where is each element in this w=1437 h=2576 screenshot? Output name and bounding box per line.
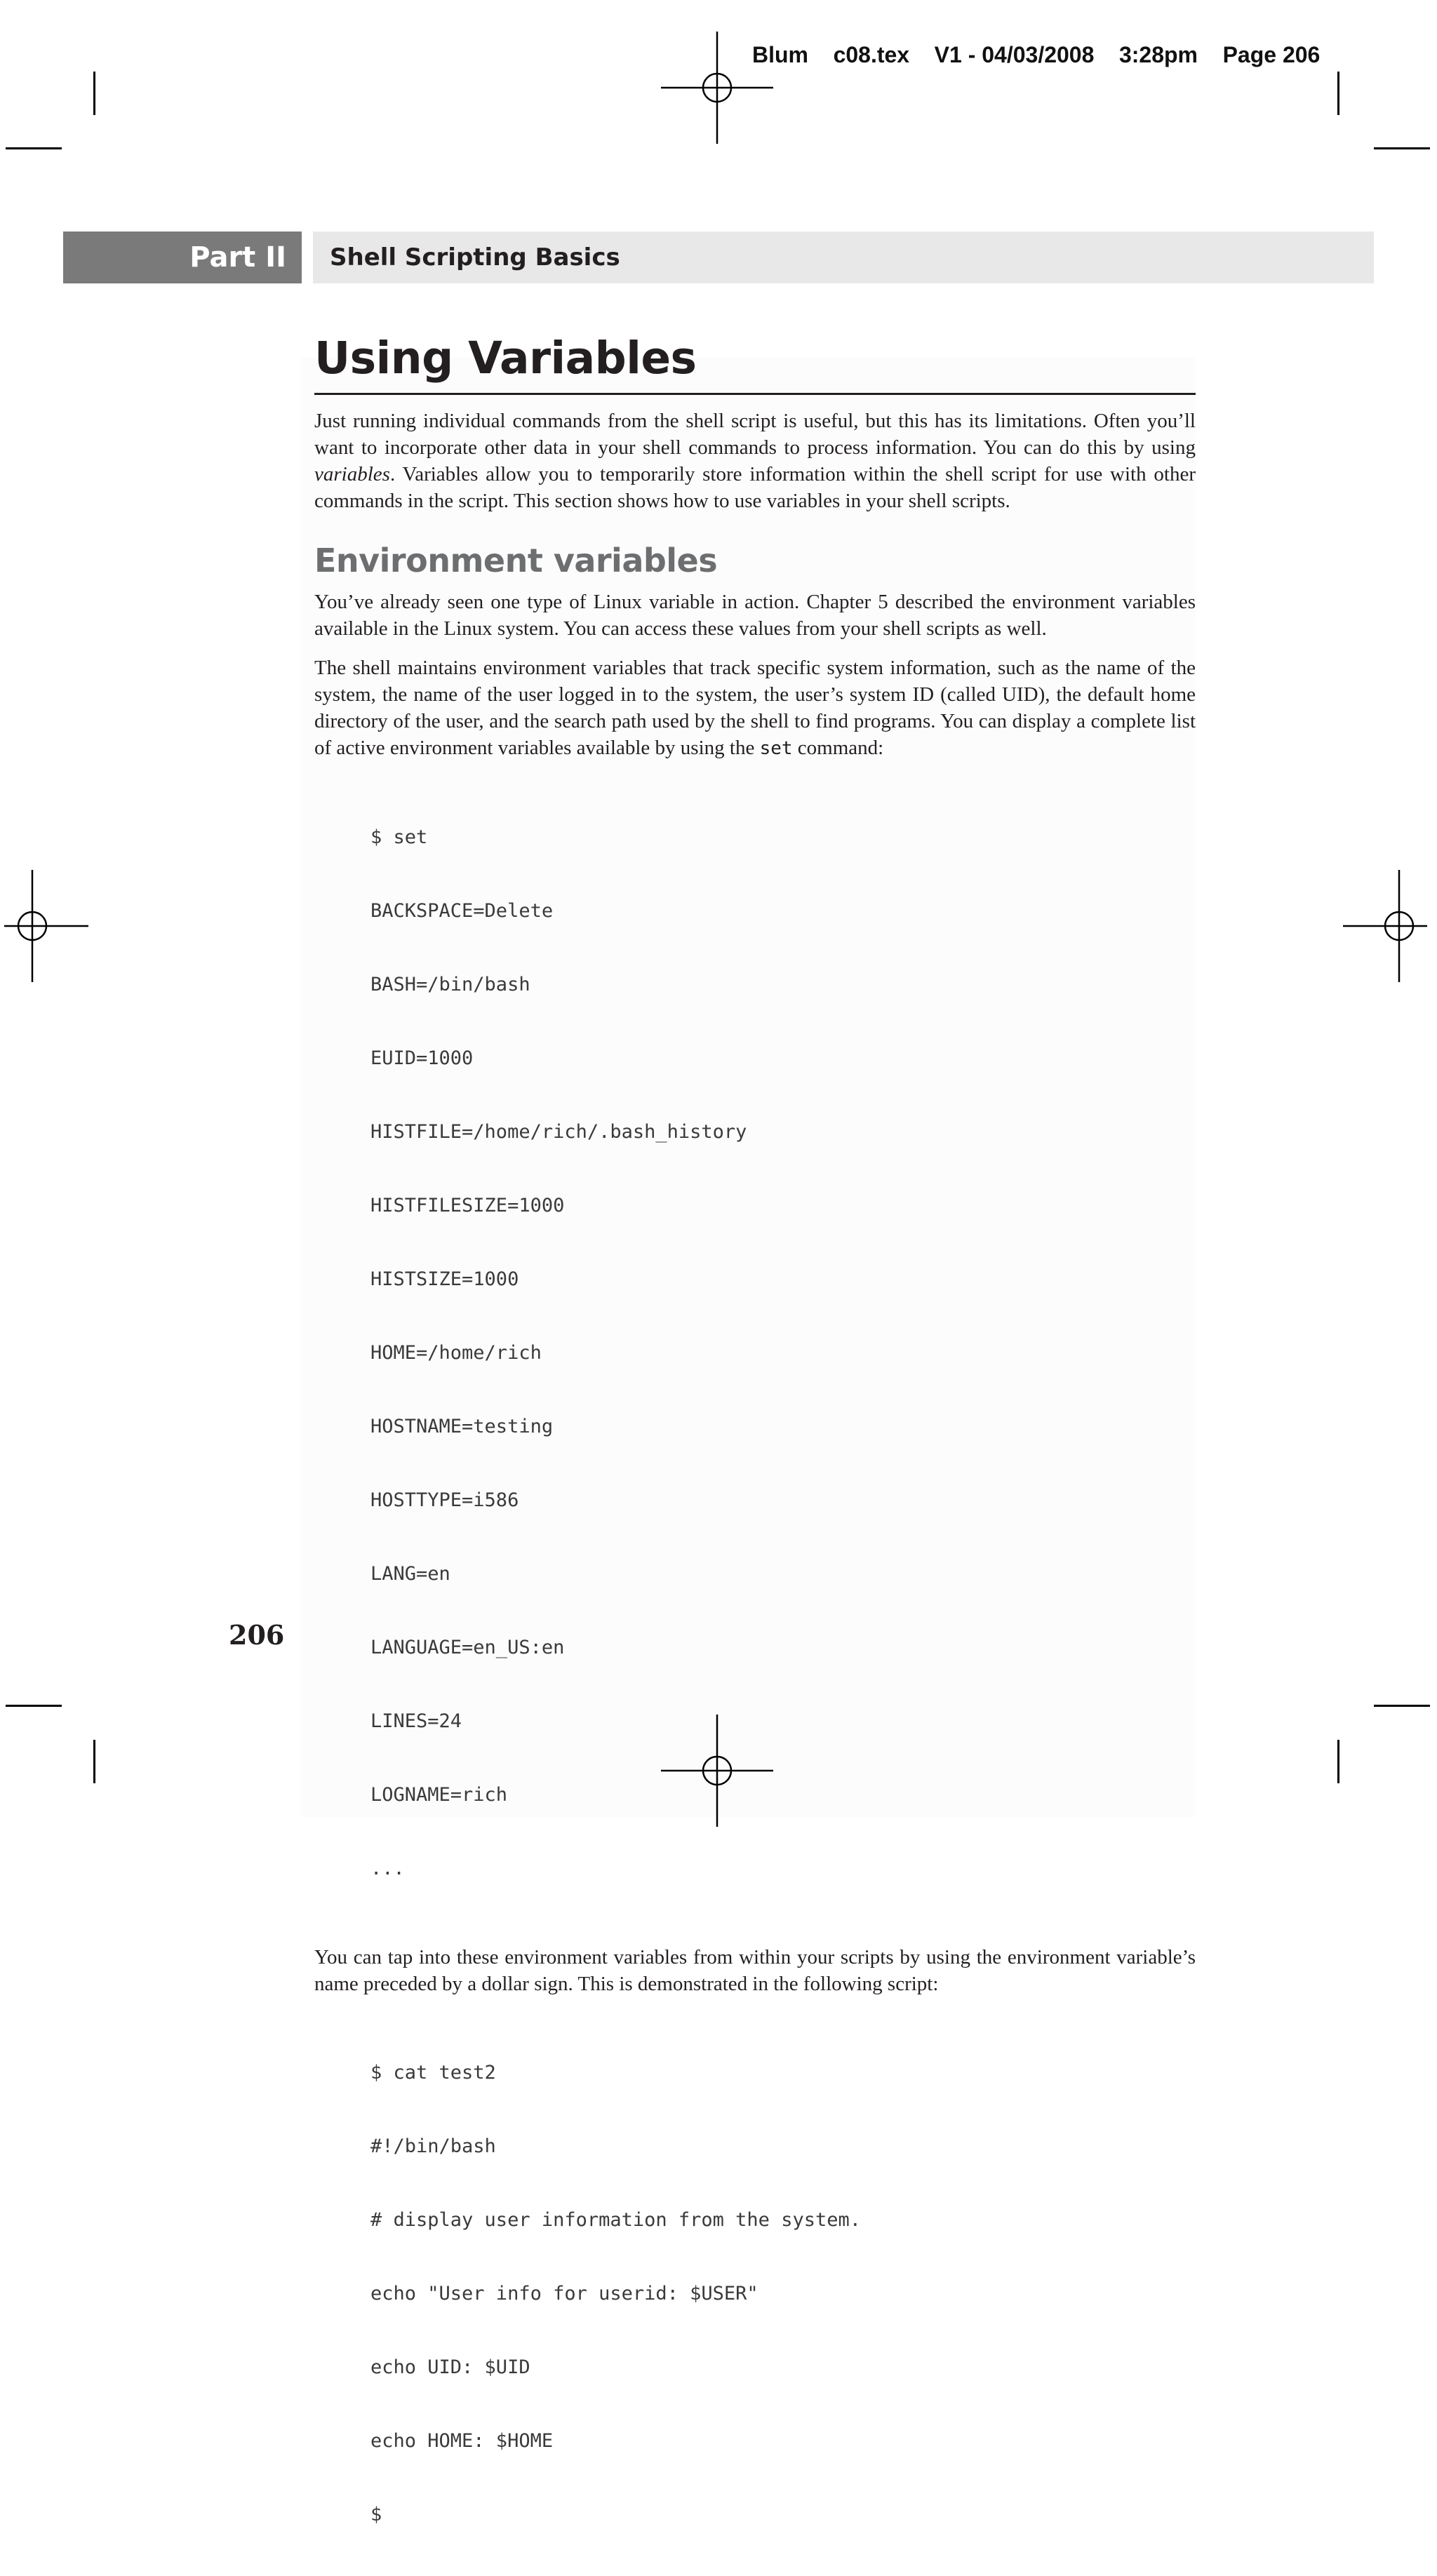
crop-mark-top-left-v bbox=[93, 72, 95, 115]
code-line: HISTSIZE=1000 bbox=[370, 1268, 519, 1290]
code-line: LINES=24 bbox=[370, 1710, 462, 1732]
code-line: LANGUAGE=en_US:en bbox=[370, 1637, 565, 1658]
crop-mark-bottom-right-h bbox=[1374, 1705, 1430, 1707]
section-title: Using Variables bbox=[314, 330, 1196, 395]
code-line: #!/bin/bash bbox=[370, 2135, 496, 2157]
paragraph-env-details: The shell maintains environment variables that track specific system information, such as the name of the system, the name of the user logged in to the system, the user’s system ID (called UID), the default home directory of the user, and the search path used by the shell to find programs. You can display a complete list of active environment variables available by using the set command: bbox=[314, 657, 1196, 759]
crop-mark-top-left-h bbox=[6, 147, 62, 149]
intro-paragraph: Just running individual commands from the shell script is useful, but this has its limitations. Often you’ll want to incorporate other data in your shell commands to process information. You can do this by using variables. Variables allow you to temporarily store information within the shell script for use with other commands in the script. This section shows how to use variables in your shell scripts. bbox=[314, 410, 1196, 512]
code-line: BASH=/bin/bash bbox=[370, 974, 530, 995]
crop-mark-bottom-left-v bbox=[93, 1740, 95, 1783]
code-line: HOME=/home/rich bbox=[370, 1342, 542, 1364]
code-line: $ set bbox=[370, 826, 428, 848]
subsection-title: Environment variables bbox=[314, 542, 718, 579]
crop-mark-bottom-left-h bbox=[6, 1705, 62, 1707]
code-line: echo "User info for userid: $USER" bbox=[370, 2283, 758, 2305]
code-line: EUID=1000 bbox=[370, 1047, 474, 1069]
print-slug: Blum c08.tex V1 - 04/03/2008 3:28pm Page 206 bbox=[752, 42, 1321, 67]
crop-mark-top-right-v bbox=[1337, 72, 1339, 115]
inline-code-set: set bbox=[759, 738, 793, 759]
registration-mark-top-icon bbox=[661, 32, 773, 144]
code-line: echo UID: $UID bbox=[370, 2356, 530, 2378]
code-line: LANG=en bbox=[370, 1563, 450, 1585]
code-line: HISTFILE=/home/rich/.bash_history bbox=[370, 1121, 747, 1143]
code-line: $ cat test2 bbox=[370, 2062, 496, 2084]
code-line: LOGNAME=rich bbox=[370, 1784, 508, 1806]
code-line: HISTFILESIZE=1000 bbox=[370, 1195, 565, 1216]
code-line: HOSTTYPE=i586 bbox=[370, 1489, 519, 1511]
code-block-set-output bbox=[370, 776, 1196, 1930]
code-line: # display user information from the system. bbox=[370, 2209, 861, 2231]
code-line: HOSTNAME=testing bbox=[370, 1416, 554, 1437]
registration-mark-left-icon bbox=[0, 870, 88, 982]
code-line: echo HOME: $HOME bbox=[370, 2430, 554, 2452]
paragraph-env-intro: You’ve already seen one type of Linux variable in action. Chapter 5 described the environment variables available in the Linux system. You can access these values from your shell scripts as well. bbox=[314, 591, 1196, 640]
code-line: $ bbox=[370, 2504, 382, 2525]
code-block-test2-script bbox=[370, 2011, 1196, 2576]
page-content bbox=[314, 330, 1196, 2576]
crop-mark-top-right-h bbox=[1374, 147, 1430, 149]
part-label: Part II bbox=[63, 232, 302, 283]
code-line: ... bbox=[370, 1858, 405, 1879]
page-number: 206 bbox=[229, 1619, 285, 1651]
paragraph-env-usage: You can tap into these environment variables from within your scripts by using the environment variable’s name preceded by a dollar sign. This is demonstrated in the following script: bbox=[314, 1946, 1196, 1995]
code-line: BACKSPACE=Delete bbox=[370, 900, 554, 922]
registration-mark-right-icon bbox=[1343, 870, 1437, 982]
emphasis-variables: variables bbox=[314, 463, 390, 485]
part-title: Shell Scripting Basics bbox=[313, 232, 1374, 283]
crop-mark-bottom-right-v bbox=[1337, 1740, 1339, 1783]
